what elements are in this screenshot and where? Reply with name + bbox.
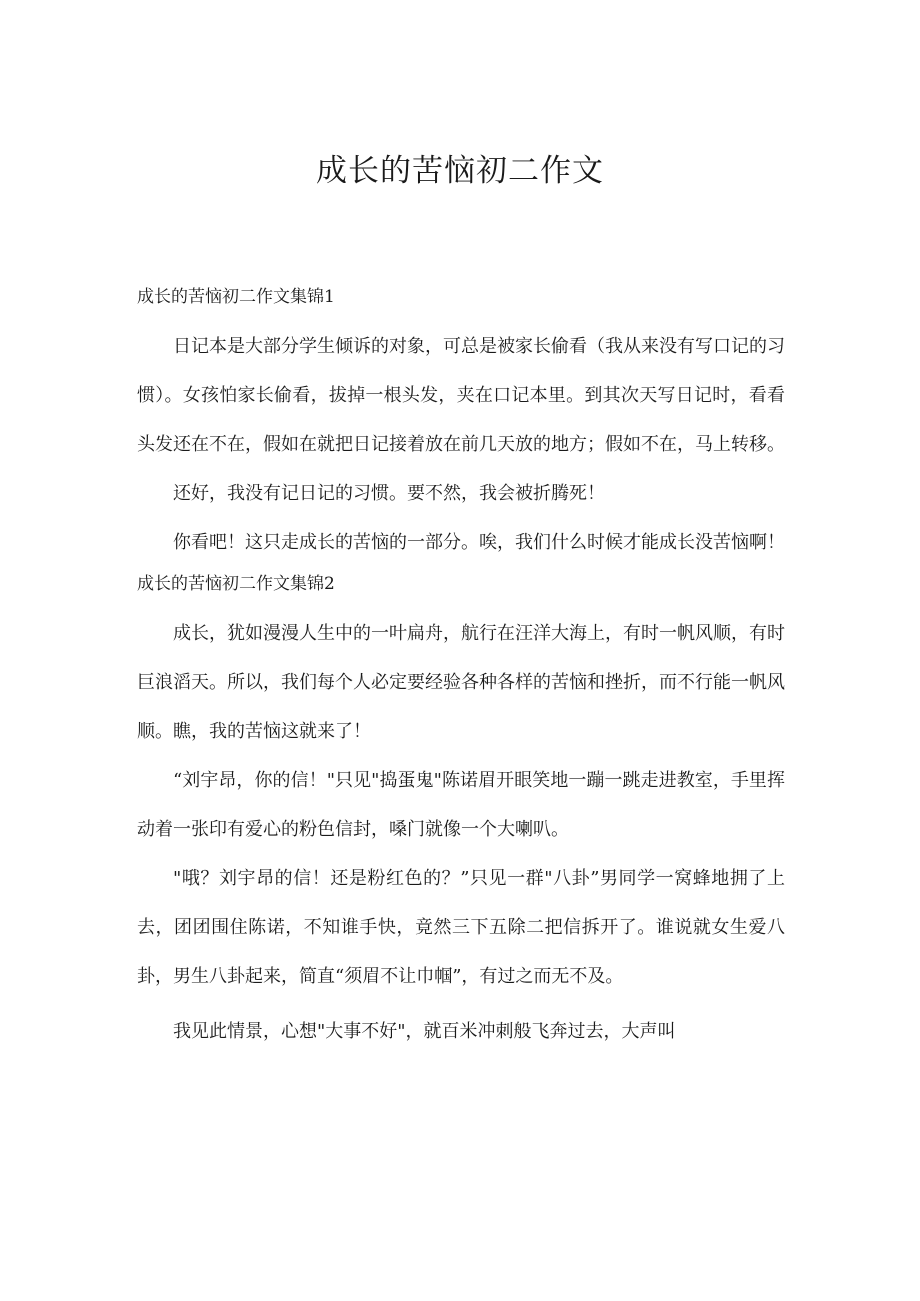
paragraph: 还好，我没有记日记的习惯。要不然，我会被折腾死！: [173, 483, 605, 504]
paragraph: 日记本是大部分学生倾诉的对象，可总是被家长偷看（我从来没有写口记的习惯）。女孩怕家长偷看，拔掉一根头发，夹在口记本里。到其次天写日记时，看看头发还在不在，假如在就把日记接着放在前几天放的地方；假如不在，马上转移。: [137, 336, 785, 455]
document-body: [137, 282, 785, 1056]
paragraph: “刘宇昂，你的信！"只见"捣蛋鬼"陈诺眉开眼笑地一蹦一跳走进教室，手里挥动着一张印有爱心的粉色信封，嗓门就像一个大喇叭。: [137, 770, 785, 840]
paragraph: "哦？刘宇昂的信！还是粉红色的？”只见一群"八卦”男同学一窝蜂地拥了上去，团团围住陈诺，不知谁手快，竟然三下五除二把信拆开了。谁说就女生爱八卦，男生八卦起来，简直“须眉不让巾帼”，有过之而无不及。: [137, 868, 785, 987]
document-title: 成长的苦恼初二作文: [316, 153, 604, 189]
section-heading: 成长的苦恼初二作文集锦1: [137, 287, 335, 307]
paragraph: 我见此情景，心想"大事不好"，就百米冲刺般飞奔过去，大声叫: [173, 1021, 676, 1042]
section-heading: 成长的苦恼初二作文集锦2: [137, 574, 335, 594]
paragraph: 成长，犹如漫漫人生中的一叶扁舟，航行在汪洋大海上，有时一帆风顺，有时巨浪滔天。所以，我们每个人必定要经验各种各样的苦恼和挫折，而不行能一帆风顺。瞧，我的苦恼这就来了！: [137, 623, 785, 742]
section-1: [137, 282, 785, 567]
section-2: [137, 569, 785, 1056]
paragraph: 你看吧！这只走成长的苦恼的一部分。唉，我们什么时候才能成长没苦恼啊！: [173, 532, 785, 553]
